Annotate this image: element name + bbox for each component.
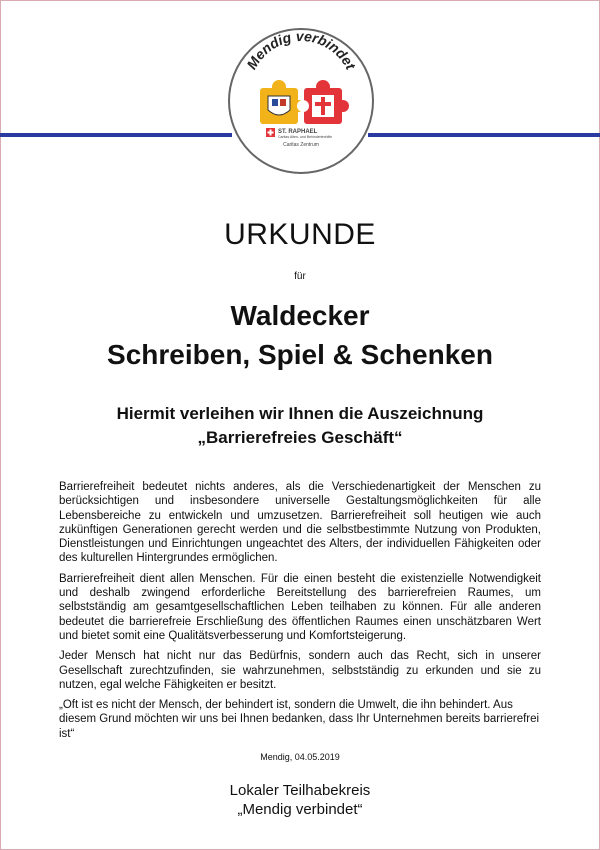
body-paragraph-2: Barrierefreiheit dient allen Menschen. Für die einen besteht die existenzielle Notwendigkeit und deshalb zwingend erforderliche Bereitstellung des barrierefreien Raumes, um selbstständig am gesamtgesellschaftlichen Leben teilhaben zu können. Für alle anderen bedeutet die barrierefreie Erschließung des öffentlichen Raumes einen unschätzbaren Wert und bietet somit eine Qualitätsverbesserung und Komfortsteigerung.	[59, 572, 541, 642]
body-quote: „Oft ist es nicht der Mensch, der behindert ist, sondern die Umwelt, die ihn behindert. Aus diesem Grund möchten wir uns bei Ihnen bedanken, dass Ihr Unternehmen bereits barrierefrei ist“	[59, 699, 540, 740]
accent-bar-right	[368, 133, 600, 137]
mendig-verbindet-logo	[228, 28, 374, 174]
logo-graphic	[230, 30, 372, 172]
recipient-name-line1: Waldecker	[230, 300, 370, 331]
logo-caption: Caritas Zentrum	[283, 142, 319, 148]
signature-line-2: „Mendig verbindet“	[237, 801, 363, 818]
recipient-name-line2: Schreiben, Spiel & Schenken	[107, 339, 493, 370]
certificate-body	[59, 480, 541, 747]
logo-org-block	[278, 129, 338, 139]
logo-org-sub: Caritas Alten- und Behindertenhilfe	[278, 135, 333, 139]
caritas-cross-icon	[312, 95, 334, 117]
body-paragraph-3: Jeder Mensch hat nicht nur das Bedürfnis, sondern auch das Recht, sich in unserer Gesellschaft zurechtzufinden, sie wahrzunehmen, selbstständig zu erkunden und sie zu nutzen, egal welche Fähigkeiten er besitzt.	[59, 650, 541, 691]
accent-bar-left	[0, 133, 232, 137]
award-name: „Barrierefreies Geschäft“	[197, 428, 403, 447]
signature-line-1: Lokaler Teilhabekreis	[229, 782, 371, 799]
issue-date: Mendig, 04.05.2019	[260, 752, 340, 762]
st-raphael-logo-icon	[266, 128, 275, 137]
award-statement: Hiermit verleihen wir Ihnen die Auszeichnung	[116, 404, 484, 423]
body-paragraph-1: Barrierefreiheit bedeutet nichts anderes, als die Verschiedenartigkeit der Menschen zu berücksichtigen und insbesondere universelle Gestaltungsmöglichkeiten für alle Lebensbereiche zu entwickeln und umzusetzen. Barrierefreiheit soll heutigen wie auch zukünftigen Generationen gerecht werden und die selbstbestimmte Nutzung von Produkten, Dienstleistungen und Einrichtungen ungeachtet des Alters, der individuellen Fähigkeiten oder des kulturellen Hintergrundes ermöglichen.	[59, 481, 541, 565]
certificate-title: URKUNDE	[224, 218, 376, 251]
for-label: für	[294, 271, 306, 282]
logo-org-name: ST. RAPHAEL	[278, 129, 318, 135]
coat-of-arms-icon	[268, 96, 290, 115]
logo-arc-text: Mendig verbindet	[243, 30, 359, 73]
